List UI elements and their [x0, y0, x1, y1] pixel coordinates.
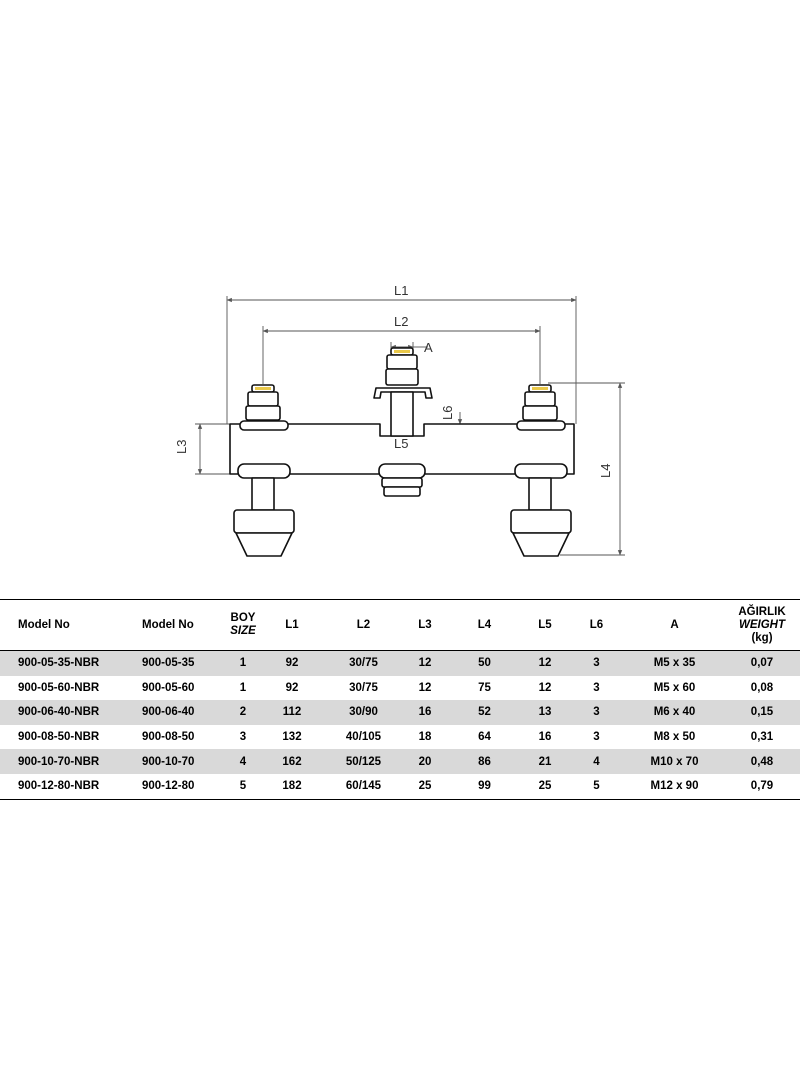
cell-l3: 25	[403, 774, 447, 799]
dim-label-l5: L5	[394, 436, 409, 451]
header-model-no-nbr: Model No	[0, 600, 128, 651]
cell-l5: 12	[538, 681, 552, 694]
dim-label-l3: L3	[174, 439, 189, 454]
cell-a: M6 x 40	[625, 700, 724, 725]
cell-l5: 13	[522, 700, 568, 725]
cell-size: 3	[239, 731, 247, 744]
header-l1: L1	[260, 600, 324, 651]
cell-l3: 16	[403, 700, 447, 725]
dim-label-l2: L2	[394, 314, 409, 329]
cell-l3: 18	[418, 731, 432, 744]
cell-l1: 182	[260, 774, 324, 799]
header-l2: L2	[324, 600, 403, 651]
header-weight	[724, 600, 800, 651]
header-l3: L3	[403, 600, 447, 651]
cell-l4: 64	[478, 731, 491, 744]
dim-label-a: A	[424, 340, 433, 355]
header-l5: L5	[522, 600, 568, 651]
cell-model-nbr: 900-06-40-NBR	[0, 700, 128, 725]
specification-table	[0, 599, 800, 800]
cell-l2: 40/105	[345, 731, 382, 744]
cell-model: 900-05-60	[142, 681, 195, 694]
cell-model: 900-08-50	[142, 731, 195, 744]
cell-l5: 25	[522, 774, 568, 799]
table-row	[0, 774, 800, 799]
cell-l4: 99	[447, 774, 522, 799]
cell-l5: 21	[522, 749, 568, 774]
cell-weight: 0,31	[750, 731, 774, 744]
cell-l1: 92	[260, 651, 324, 676]
cell-model: 900-05-35	[128, 651, 226, 676]
cell-l1: 132	[282, 731, 302, 744]
cell-l1: 162	[260, 749, 324, 774]
header-model-no: Model No	[128, 600, 226, 651]
header-a: A	[625, 600, 724, 651]
cell-weight: 0,08	[750, 681, 774, 694]
table-row	[0, 651, 800, 676]
cell-l2: 30/75	[349, 681, 378, 694]
cell-l2: 30/75	[324, 651, 403, 676]
cell-size: 1	[239, 681, 247, 694]
cell-l4: 86	[447, 749, 522, 774]
cell-model: 900-12-80	[128, 774, 226, 799]
table-row	[0, 676, 800, 701]
cell-a: M5 x 60	[653, 681, 696, 694]
cell-model: 900-06-40	[128, 700, 226, 725]
cell-l6: 5	[568, 774, 625, 799]
cell-l3: 20	[403, 749, 447, 774]
cell-l4: 50	[447, 651, 522, 676]
header-size-tr: BOY	[230, 612, 256, 624]
cell-a: M10 x 70	[625, 749, 724, 774]
cell-model-nbr: 900-10-70-NBR	[0, 749, 128, 774]
cell-a: M8 x 50	[653, 731, 696, 744]
cell-l6: 3	[568, 651, 625, 676]
cell-l6: 3	[568, 700, 625, 725]
cell-model-nbr: 900-05-60-NBR	[18, 681, 100, 694]
cell-size: 1	[226, 651, 260, 676]
cell-l3: 12	[418, 681, 432, 694]
cell-l6: 4	[568, 749, 625, 774]
header-weight-en: WEIGHT	[739, 618, 785, 631]
table-row	[0, 700, 800, 725]
dim-label-l4: L4	[598, 463, 613, 478]
cell-size: 4	[226, 749, 260, 774]
table-header-row	[0, 600, 800, 651]
cell-l4: 75	[478, 681, 491, 694]
header-weight-unit: (kg)	[751, 631, 773, 644]
cell-l2: 50/125	[324, 749, 403, 774]
cell-l3: 12	[403, 651, 447, 676]
cell-model-nbr: 900-12-80-NBR	[0, 774, 128, 799]
cell-weight: 0,07	[724, 651, 800, 676]
cell-weight: 0,15	[724, 700, 800, 725]
technical-drawing	[0, 270, 800, 570]
cell-l6: 3	[593, 681, 600, 694]
cell-a: M5 x 35	[625, 651, 724, 676]
cell-model-nbr: 900-05-35-NBR	[0, 651, 128, 676]
cell-model: 900-10-70	[128, 749, 226, 774]
cell-size: 5	[226, 774, 260, 799]
cell-l4: 52	[447, 700, 522, 725]
cell-l5: 12	[522, 651, 568, 676]
cell-size: 2	[226, 700, 260, 725]
table-row	[0, 749, 800, 774]
header-size-en: SIZE	[230, 625, 256, 637]
cell-weight: 0,79	[724, 774, 800, 799]
cell-weight: 0,48	[724, 749, 800, 774]
cell-model-nbr: 900-08-50-NBR	[18, 731, 100, 744]
cell-l2: 30/90	[324, 700, 403, 725]
cell-l1: 92	[285, 681, 299, 694]
cell-l1: 112	[260, 700, 324, 725]
cell-l6: 3	[593, 731, 600, 744]
header-weight-tr: AĞIRLIK	[738, 605, 786, 618]
cell-a: M12 x 90	[625, 774, 724, 799]
header-l4: L4	[447, 600, 522, 651]
dim-label-l1: L1	[394, 283, 409, 298]
cell-l5: 16	[538, 731, 552, 744]
header-l6: L6	[568, 600, 625, 651]
dim-label-l6: L6	[440, 405, 455, 420]
table-row	[0, 725, 800, 750]
header-size	[226, 600, 260, 651]
cell-l2: 60/145	[324, 774, 403, 799]
